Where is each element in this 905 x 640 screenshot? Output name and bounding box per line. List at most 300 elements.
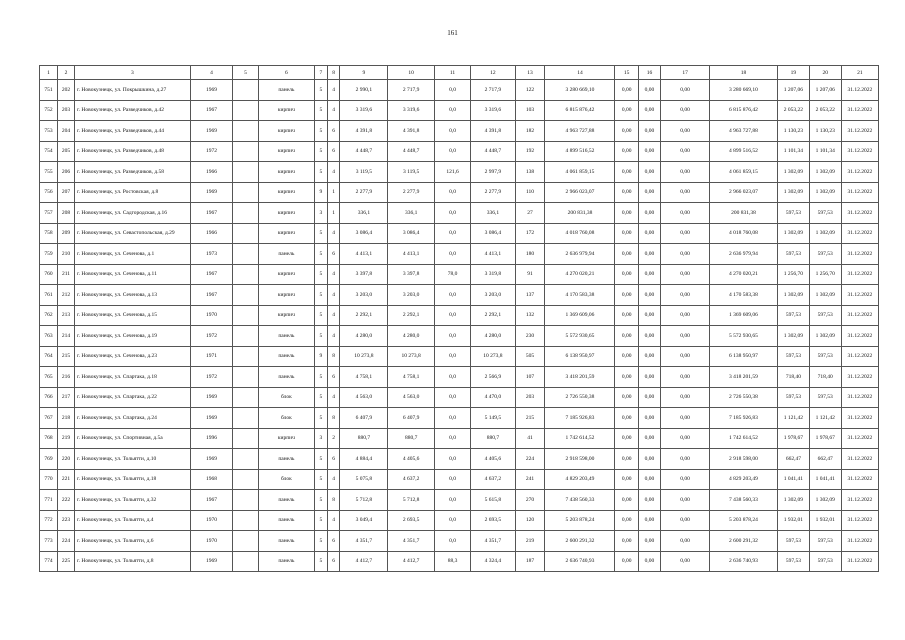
table-cell: 0,00 <box>661 490 710 511</box>
table-cell: 0,00 <box>638 223 660 244</box>
table-cell: 773 <box>40 531 58 552</box>
table-cell: 4 563,0 <box>340 387 388 408</box>
table-row <box>40 244 879 265</box>
table-cell: 4 448,7 <box>340 141 388 162</box>
table-cell: 0,00 <box>638 408 660 429</box>
address-cell: г. Новокузнецк, ул. Разведчиков, д.42 <box>75 100 191 121</box>
table-cell: 4 <box>327 264 340 285</box>
table-cell: 6 <box>327 531 340 552</box>
table-cell: 762 <box>40 305 58 326</box>
table-cell: 0,00 <box>661 367 710 388</box>
table-cell: 0,0 <box>434 100 470 121</box>
table-cell: 597,53 <box>777 346 809 367</box>
table-row <box>40 469 879 490</box>
table-cell: 0,0 <box>434 469 470 490</box>
table-cell: 2 717,9 <box>388 80 435 101</box>
table-cell: 10 273,8 <box>388 346 435 367</box>
table-cell: 4 637,2 <box>471 469 516 490</box>
table-cell: 31.12.2022 <box>841 223 878 244</box>
address-cell: г. Новокузнецк, ул. Сеченова, д.13 <box>75 285 191 306</box>
table-cell: 0,00 <box>615 531 638 552</box>
column-header-21: 21 <box>841 66 878 80</box>
table-cell: 2 292,1 <box>471 305 516 326</box>
table-cell: 4 899 516,52 <box>709 141 777 162</box>
table-cell: 336,1 <box>388 203 435 224</box>
table-cell: 4 <box>327 326 340 347</box>
table-cell: 0,0 <box>434 80 470 101</box>
table-cell: 1969 <box>190 121 232 142</box>
table-cell: 0,00 <box>661 244 710 265</box>
table-cell: 0,0 <box>434 428 470 449</box>
table-cell: 1 101,34 <box>777 141 809 162</box>
table-cell: 757 <box>40 203 58 224</box>
table-cell: кирпич <box>258 141 314 162</box>
table-cell: 0,00 <box>638 326 660 347</box>
table-cell: 772 <box>40 510 58 531</box>
table-cell: кирпич <box>258 121 314 142</box>
table-cell: 31.12.2022 <box>841 408 878 429</box>
table-cell: 0,00 <box>661 449 710 470</box>
address-cell: г. Новокузнецк, ул. Покрышкина, д.27 <box>75 80 191 101</box>
column-header-5: 5 <box>233 66 258 80</box>
table-cell <box>233 449 258 470</box>
table-cell: 9 <box>315 346 328 367</box>
table-cell: 4 280,0 <box>340 326 388 347</box>
table-cell: 4 018 760,08 <box>545 223 615 244</box>
table-cell: 10 273,8 <box>471 346 516 367</box>
table-cell <box>233 551 258 572</box>
table-cell: 1966 <box>190 223 232 244</box>
table-row <box>40 408 879 429</box>
table-cell: 0,00 <box>615 367 638 388</box>
table-cell: 270 <box>515 490 545 511</box>
table-cell: 505 <box>515 346 545 367</box>
table-cell: 1 302,09 <box>809 223 841 244</box>
table-cell: 4 351,7 <box>471 531 516 552</box>
table-cell: 0,00 <box>661 285 710 306</box>
table-row <box>40 367 879 388</box>
table-cell: 1969 <box>190 551 232 572</box>
table-cell: 1 978,67 <box>777 428 809 449</box>
table-cell: 6 <box>327 141 340 162</box>
table-cell: 5 203 878,24 <box>545 510 615 531</box>
table-row <box>40 428 879 449</box>
column-header-12: 12 <box>471 66 516 80</box>
table-cell: 1 101,34 <box>809 141 841 162</box>
address-cell: г. Новокузнецк, ул. Тольятти, д.6 <box>75 531 191 552</box>
table-cell: 2 <box>327 428 340 449</box>
table-cell: 205 <box>58 141 75 162</box>
table-cell: 4 <box>327 305 340 326</box>
table-cell: 4 413,1 <box>340 244 388 265</box>
table-cell: 41 <box>515 428 545 449</box>
column-header-7: 7 <box>315 66 328 80</box>
table-cell: 0,00 <box>661 326 710 347</box>
table-cell: 110 <box>515 182 545 203</box>
table-row <box>40 285 879 306</box>
table-cell: 3 319,8 <box>471 264 516 285</box>
table-cell: 7 438 560,33 <box>545 490 615 511</box>
table-cell: 31.12.2022 <box>841 449 878 470</box>
table-cell <box>233 305 258 326</box>
table-cell: 4 061 859,15 <box>709 162 777 183</box>
table-cell: 597,53 <box>809 551 841 572</box>
table-cell: 5 <box>315 326 328 347</box>
table-cell: 31.12.2022 <box>841 367 878 388</box>
address-cell: г. Новокузнецк, ул. Спартака, д.18 <box>75 367 191 388</box>
table-cell: 206 <box>58 162 75 183</box>
table-cell: 219 <box>515 531 545 552</box>
column-header-20: 20 <box>809 66 841 80</box>
table-cell: панель <box>258 326 314 347</box>
column-header-4: 4 <box>190 66 232 80</box>
table-cell: 1 207,06 <box>777 80 809 101</box>
table-cell: 755 <box>40 162 58 183</box>
table-cell: 0,0 <box>434 285 470 306</box>
table-cell: кирпич <box>258 203 314 224</box>
table-cell: 3 119,5 <box>340 162 388 183</box>
table-cell: 2 292,1 <box>388 305 435 326</box>
table-cell: 2 726 550,38 <box>709 387 777 408</box>
table-cell: 0,0 <box>434 223 470 244</box>
table-cell: 0,00 <box>661 428 710 449</box>
table-cell: 5 <box>315 141 328 162</box>
table-cell: 4 351,7 <box>388 531 435 552</box>
table-cell: 31.12.2022 <box>841 551 878 572</box>
table-cell: 6 <box>327 367 340 388</box>
table-cell: 1 742 614,52 <box>709 428 777 449</box>
table-cell: 0,00 <box>638 367 660 388</box>
table-cell <box>233 346 258 367</box>
table-cell: кирпич <box>258 428 314 449</box>
table-cell: 0,0 <box>434 449 470 470</box>
table-cell: кирпич <box>258 100 314 121</box>
table-cell: 31.12.2022 <box>841 80 878 101</box>
table-cell: 1 978,67 <box>809 428 841 449</box>
table-cell: 0,00 <box>638 346 660 367</box>
table-cell: 5 <box>315 80 328 101</box>
table-cell: 241 <box>515 469 545 490</box>
table-cell: 1996 <box>190 428 232 449</box>
table-cell: 1968 <box>190 469 232 490</box>
table-cell: 8 <box>327 490 340 511</box>
table-cell: 759 <box>40 244 58 265</box>
table-cell: 208 <box>58 203 75 224</box>
table-cell: 212 <box>58 285 75 306</box>
table-row <box>40 203 879 224</box>
table-cell: 0,00 <box>661 141 710 162</box>
column-header-17: 17 <box>661 66 710 80</box>
table-cell: 1 256,70 <box>777 264 809 285</box>
table-cell: 0,00 <box>638 510 660 531</box>
table-cell: 0,00 <box>638 490 660 511</box>
table-cell: 1969 <box>190 408 232 429</box>
table-cell: 31.12.2022 <box>841 531 878 552</box>
table-cell <box>233 408 258 429</box>
table-cell <box>233 80 258 101</box>
table-cell: 0,0 <box>434 305 470 326</box>
table-cell: 3 086,4 <box>471 223 516 244</box>
table-cell: панель <box>258 449 314 470</box>
table-cell: 752 <box>40 100 58 121</box>
table-cell: 5 075,8 <box>340 469 388 490</box>
table-cell: 10 273,8 <box>340 346 388 367</box>
table-cell <box>233 223 258 244</box>
table-cell: 771 <box>40 490 58 511</box>
table-cell: 1 742 614,52 <box>545 428 615 449</box>
table-cell: 1 <box>327 203 340 224</box>
table-cell: 88,3 <box>434 551 470 572</box>
table-cell: 2 966 023,07 <box>545 182 615 203</box>
table-cell: 5 712,8 <box>388 490 435 511</box>
table-cell: панель <box>258 346 314 367</box>
table-cell: 6 <box>327 551 340 572</box>
table-cell: 0,00 <box>615 428 638 449</box>
column-header-13: 13 <box>515 66 545 80</box>
table-cell: 1 302,09 <box>809 326 841 347</box>
table-cell <box>233 531 258 552</box>
table-cell: 3 319,6 <box>340 100 388 121</box>
table-cell: 1 369 609,06 <box>709 305 777 326</box>
table-cell: 1 <box>327 182 340 203</box>
table-cell: 0,00 <box>615 490 638 511</box>
table-cell: панель <box>258 80 314 101</box>
table-cell: 751 <box>40 80 58 101</box>
table-row <box>40 449 879 470</box>
table-cell: 0,00 <box>638 121 660 142</box>
address-cell: г. Новокузнецк, ул. Тольятти, д.8 <box>75 551 191 572</box>
address-cell: г. Новокузнецк, ул. Тольятти, д.32 <box>75 490 191 511</box>
table-cell: 1 369 609,06 <box>545 305 615 326</box>
table-cell: 597,53 <box>777 244 809 265</box>
table-cell: 597,53 <box>777 551 809 572</box>
table-cell: 31.12.2022 <box>841 162 878 183</box>
table-cell: панель <box>258 244 314 265</box>
table-cell: 3 319,6 <box>471 100 516 121</box>
table-cell: 2 693,5 <box>388 510 435 531</box>
table-cell: 211 <box>58 264 75 285</box>
table-cell: 0,00 <box>661 80 710 101</box>
table-cell: 214 <box>58 326 75 347</box>
table-cell: 31.12.2022 <box>841 387 878 408</box>
table-cell: 3 397,8 <box>340 264 388 285</box>
table-cell: 4 963 727,88 <box>545 121 615 142</box>
table-cell: 0,00 <box>661 121 710 142</box>
table-cell: 203 <box>58 100 75 121</box>
table-cell: панель <box>258 490 314 511</box>
table-cell: 0,00 <box>615 326 638 347</box>
table-cell: 4 412,7 <box>340 551 388 572</box>
table-cell: 769 <box>40 449 58 470</box>
table-cell: 718,40 <box>809 367 841 388</box>
table-cell: 4 270 020,21 <box>709 264 777 285</box>
table-cell: 31.12.2022 <box>841 264 878 285</box>
table-cell: 3 086,4 <box>388 223 435 244</box>
table-cell: 0,00 <box>615 141 638 162</box>
table-cell: 27 <box>515 203 545 224</box>
table-cell: 0,00 <box>615 469 638 490</box>
table-row <box>40 551 879 572</box>
table-cell: 597,53 <box>809 346 841 367</box>
page-number: 161 <box>447 29 458 37</box>
table-cell: 0,00 <box>615 100 638 121</box>
table-cell: 207 <box>58 182 75 203</box>
table-cell: 774 <box>40 551 58 572</box>
table-cell: 2 997,9 <box>471 162 516 183</box>
table-cell: 0,00 <box>615 121 638 142</box>
table-cell: 1 041,41 <box>777 469 809 490</box>
table-cell: 220 <box>58 449 75 470</box>
table-cell: 2 636 979,94 <box>545 244 615 265</box>
table-cell: 4 280,0 <box>471 326 516 347</box>
table-cell: 0,00 <box>661 510 710 531</box>
address-cell: г. Новокузнецк, ул. Севастопольская, д.29 <box>75 223 191 244</box>
table-cell: 5 712,8 <box>340 490 388 511</box>
table-cell: 4 018 760,08 <box>709 223 777 244</box>
table-cell: 2 292,1 <box>340 305 388 326</box>
table-cell: 4 170 583,38 <box>709 285 777 306</box>
table-cell: 4 <box>327 510 340 531</box>
table-cell: 107 <box>515 367 545 388</box>
table-cell: 31.12.2022 <box>841 141 878 162</box>
table-cell: 0,0 <box>434 367 470 388</box>
table-cell: 31.12.2022 <box>841 326 878 347</box>
table-cell: 122 <box>515 80 545 101</box>
table-cell: 1 302,09 <box>809 162 841 183</box>
table-row <box>40 490 879 511</box>
table-cell: 1 302,09 <box>777 326 809 347</box>
table-cell: панель <box>258 510 314 531</box>
table-cell: 0,00 <box>638 100 660 121</box>
table-cell: 1 256,70 <box>809 264 841 285</box>
table-cell: 5 572 930,65 <box>545 326 615 347</box>
table-cell: 4 324,4 <box>471 551 516 572</box>
table-cell: 1 041,41 <box>809 469 841 490</box>
table-cell: 182 <box>515 121 545 142</box>
table-cell: 217 <box>58 387 75 408</box>
table-cell: 753 <box>40 121 58 142</box>
table-row <box>40 162 879 183</box>
table-cell: 1972 <box>190 326 232 347</box>
table-cell: 5 <box>315 449 328 470</box>
table-cell: 4 884,4 <box>340 449 388 470</box>
address-cell: г. Новокузнецк, ул. Тольятти, д.18 <box>75 469 191 490</box>
column-header-8: 8 <box>327 66 340 80</box>
table-cell: 0,00 <box>661 469 710 490</box>
table-cell: 0,00 <box>661 346 710 367</box>
table-cell: 1967 <box>190 100 232 121</box>
table-cell: 0,00 <box>615 264 638 285</box>
table-cell: 1 302,09 <box>777 162 809 183</box>
table-cell: 4 899 516,52 <box>545 141 615 162</box>
table-cell: 0,00 <box>638 162 660 183</box>
table-cell: 6 138 950,97 <box>545 346 615 367</box>
table-row <box>40 182 879 203</box>
table-cell: 0,00 <box>615 223 638 244</box>
table-cell: 770 <box>40 469 58 490</box>
table-cell: 4 470,0 <box>471 387 516 408</box>
table-cell: 4 758,1 <box>340 367 388 388</box>
table-cell: 31.12.2022 <box>841 428 878 449</box>
table-row <box>40 531 879 552</box>
table-cell: 0,00 <box>638 428 660 449</box>
table-cell: 5 <box>315 367 328 388</box>
table-cell: 225 <box>58 551 75 572</box>
table-cell: 1 207,06 <box>809 80 841 101</box>
table-cell: 1 302,09 <box>809 182 841 203</box>
table-cell: 180 <box>515 244 545 265</box>
table-cell: 597,53 <box>777 305 809 326</box>
table-cell: 1 302,09 <box>809 490 841 511</box>
table-cell: 597,53 <box>809 531 841 552</box>
table-cell: 0,00 <box>638 141 660 162</box>
table-cell: 597,53 <box>777 531 809 552</box>
table-cell: 218 <box>58 408 75 429</box>
table-row <box>40 510 879 531</box>
table-cell: 0,0 <box>434 531 470 552</box>
table-cell: 0,00 <box>661 408 710 429</box>
column-header-10: 10 <box>388 66 435 80</box>
table-cell: 103 <box>515 100 545 121</box>
table-cell: 1 932,01 <box>777 510 809 531</box>
address-cell: г. Новокузнецк, ул. Спартака, д.22 <box>75 387 191 408</box>
table-cell: 4 061 859,15 <box>545 162 615 183</box>
table-cell: 223 <box>58 510 75 531</box>
table-row <box>40 326 879 347</box>
table-cell: 4 413,1 <box>471 244 516 265</box>
table-cell: 2 053,22 <box>777 100 809 121</box>
table-cell: 4 413,1 <box>388 244 435 265</box>
table-cell: 662,47 <box>809 449 841 470</box>
table-cell: 137 <box>515 285 545 306</box>
table-cell: 0,00 <box>615 305 638 326</box>
table-cell: 209 <box>58 223 75 244</box>
table-cell: 0,00 <box>638 264 660 285</box>
table-cell: 0,00 <box>615 408 638 429</box>
address-cell: г. Новокузнецк, ул. Сеченова, д.15 <box>75 305 191 326</box>
table-cell: 1 302,09 <box>809 285 841 306</box>
table-cell: 3 280 669,10 <box>545 80 615 101</box>
table-cell: 2 600 291,32 <box>709 531 777 552</box>
address-cell: г. Новокузнецк, ул. Разведчиков, д.58 <box>75 162 191 183</box>
table-cell: 4 637,2 <box>388 469 435 490</box>
table-cell: 0,00 <box>615 551 638 572</box>
table-cell: 4 <box>327 162 340 183</box>
table-cell: 8 <box>327 346 340 367</box>
table-cell: 192 <box>515 141 545 162</box>
table-cell: 0,00 <box>661 223 710 244</box>
table-cell: блок <box>258 408 314 429</box>
table-cell: 597,53 <box>809 305 841 326</box>
housing-registry-table <box>39 65 879 572</box>
table-cell: 6 <box>327 449 340 470</box>
address-cell: г. Новокузнецк, ул. Разведчиков, д.48 <box>75 141 191 162</box>
table-cell: 4 412,7 <box>388 551 435 572</box>
table-cell: 761 <box>40 285 58 306</box>
table-cell: 172 <box>515 223 545 244</box>
table-cell: 31.12.2022 <box>841 305 878 326</box>
table-cell <box>233 182 258 203</box>
table-cell: 31.12.2022 <box>841 285 878 306</box>
table-cell: 3 <box>315 428 328 449</box>
table-cell: 132 <box>515 305 545 326</box>
table-cell: 1 302,09 <box>777 285 809 306</box>
table-cell: 1969 <box>190 449 232 470</box>
table-cell: 1967 <box>190 285 232 306</box>
table-cell: блок <box>258 469 314 490</box>
column-header-3: 3 <box>75 66 191 80</box>
table-cell: 6 407,9 <box>340 408 388 429</box>
